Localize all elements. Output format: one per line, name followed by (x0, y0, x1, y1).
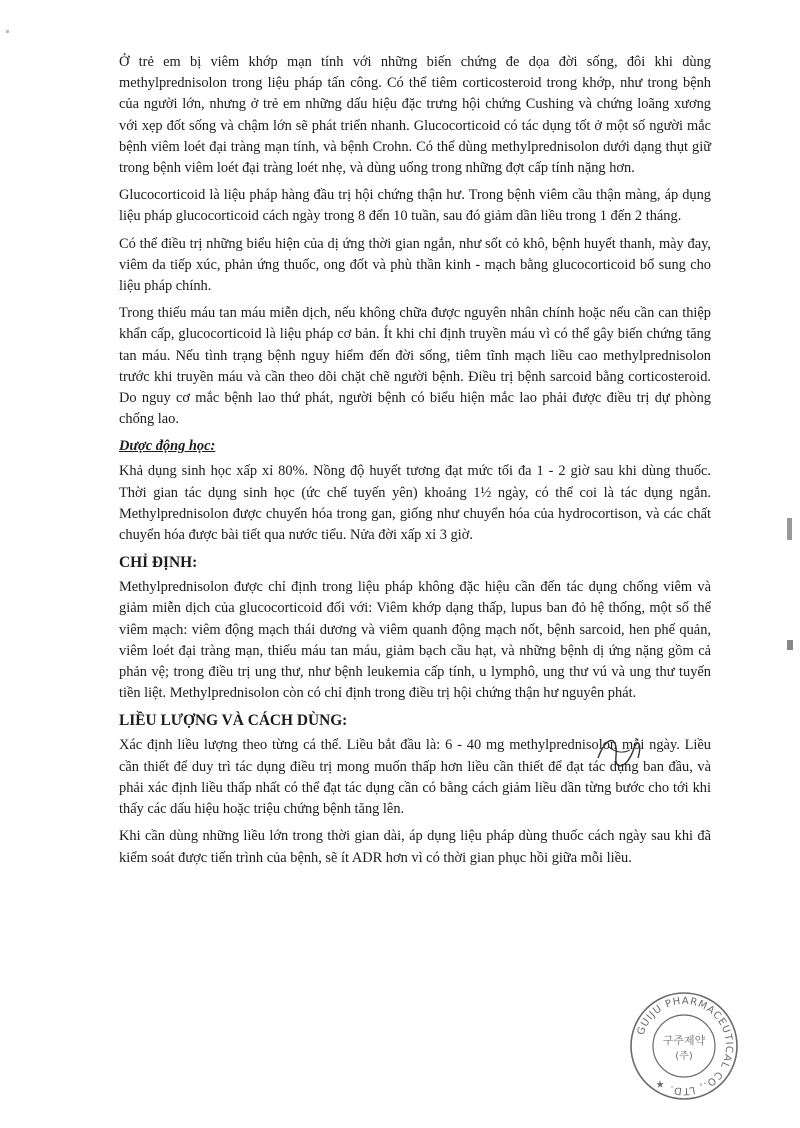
paragraph: Methylprednisolon được chỉ định trong liệu pháp không đặc hiệu cần đến tác dụng chống viêm và giảm miễn dịch của glucocorticoid đối với: Viêm khớp dạng thấp, lupus ban đỏ hệ thống, một số thể viêm mạch: viêm động mạch thái dương và viêm quanh động mạch nốt, bệnh sarcoid, hen phế quản, viêm loét đại tràng mạn, thiếu máu tan máu, giảm bạch cầu hạt, và những bệnh dị ứng nặng gồm cả phản vệ; trong điều trị ung thư, như bệnh leukemia cấp tính, u lymphô, ung thư vú và ung thư tuyến tiền liệt. Methylprednisolon còn có chỉ định trong điều trị hội chứng thận hư nguyên phát. (119, 579, 711, 702)
section-indications (119, 552, 711, 704)
paragraph: Trong thiếu máu tan máu miễn dịch, nếu không chữa được nguyên nhân chính hoặc nếu cần can thiệp khẩn cấp, glucocorticoid là liệu pháp cơ bản. Ít khi chỉ định truyền máu vì có thể gây biến chứng tăng tan máu. Nếu tình trạng bệnh nguy hiểm đến đời sống, tiêm tĩnh mạch liều cao methylprednisolon trước khi truyền máu và cần theo dõi chặt chẽ người bệnh. Điều trị bệnh sarcoid bằng corticosteroid. Do nguy cơ mắc bệnh lao thứ phát, người bệnh có biểu hiện mắc lao phải được điều trị dự phòng chống lao. (119, 305, 711, 428)
section-heading: Dược động học: (119, 438, 216, 455)
svg-text:(주): (주) (675, 1051, 693, 1062)
paragraph: Ở trẻ em bị viêm khớp mạn tính với những biến chứng đe dọa đời sống, đôi khi dùng methylprednisolon trong liệu pháp tấn công. Có thể tiêm corticosteroid trong khớp, như trong bệnh của người lớn, nhưng ở trẻ em những dấu hiệu đặc trưng hội chứng Cushing và chứng loãng xương với xẹp đốt sống và chậm lớn sẽ phát triển nhanh. Glucocorticoid có tác dụng tốt ở một số người mắc bệnh viêm loét đại tràng mạn tính, và bệnh Crohn. Có thể dùng methylprednisolon dưới dạng thụt giữ trong bệnh viêm loét đại tràng loét nhẹ, và dùng uống trong những đợt cấp tính nặng hơn. (119, 54, 711, 177)
svg-text:구주제약: 구주제약 (662, 1034, 706, 1047)
margin-mark (787, 518, 792, 540)
paragraph: Khi cần dùng những liều lớn trong thời gian dài, áp dụng liệu pháp dùng thuốc cách ngày sau khi đã kiểm soát được tiến trình của bệnh, sẽ ít ADR hơn vì có thời gian phục hồi giữa mỗi liều. (119, 828, 711, 866)
signature-mark (588, 728, 648, 778)
company-seal-icon (628, 990, 740, 1102)
paragraph: Glucocorticoid là liệu pháp hàng đầu trị hội chứng thận hư. Trong bệnh viêm cầu thận màng, áp dụng liệu pháp glucocorticoid cách ngày trong 8 đến 10 tuần, sau đó giảm dần liều trong 1 đến 2 tháng. (119, 187, 711, 225)
paragraph: Khả dụng sinh học xấp xỉ 80%. Nồng độ huyết tương đạt mức tối đa 1 - 2 giờ sau khi dùng thuốc. Thời gian tác dụng sinh học (ức chế tuyến yên) khoảng 1½ ngày, có thể coi là tác dụng ngắn. Methylprednisolon được chuyển hóa trong gan, giống như chuyển hóa của hydrocortison, và các chất chuyển hóa được bài tiết qua nước tiểu. Nửa đời xấp xỉ 3 giờ. (119, 463, 711, 544)
margin-mark (787, 640, 793, 650)
svg-text:GUIJU PHARMACEUTICAL CO., LTD.: GUIJU PHARMACEUTICAL CO., LTD. ★ (635, 995, 735, 1097)
paragraph: Có thể điều trị những biểu hiện của dị ứng thời gian ngắn, như sốt cỏ khô, bệnh huyết thanh, mày đay, viêm da tiếp xúc, phản ứng thuốc, ong đốt và phù thần kinh - mạch bằng glucocorticoid bổ sung cho liệu pháp chính. (119, 235, 711, 295)
margin-mark (6, 30, 9, 33)
section-pharmacokinetics (119, 436, 711, 546)
section-heading: LIỀU LƯỢNG VÀ CÁCH DÙNG: (119, 712, 348, 730)
section-indications-overview (119, 52, 711, 430)
paragraph: Xác định liều lượng theo từng cá thể. Liều bắt đầu là: 6 - 40 mg methylprednisolon mỗi ngày. Liều cần thiết để duy trì tác dụng điều trị mong muốn thấp hơn liều cần thiết để đạt tác dụng ban đầu, và phải xác định liều thấp nhất có thể đạt tác dụng cần có bằng cách giảm liều dần từng bước cho tới khi thấy các dấu hiệu hoặc triệu chứng bệnh tăng lên. (119, 737, 711, 818)
section-heading: CHỈ ĐỊNH: (119, 554, 198, 572)
